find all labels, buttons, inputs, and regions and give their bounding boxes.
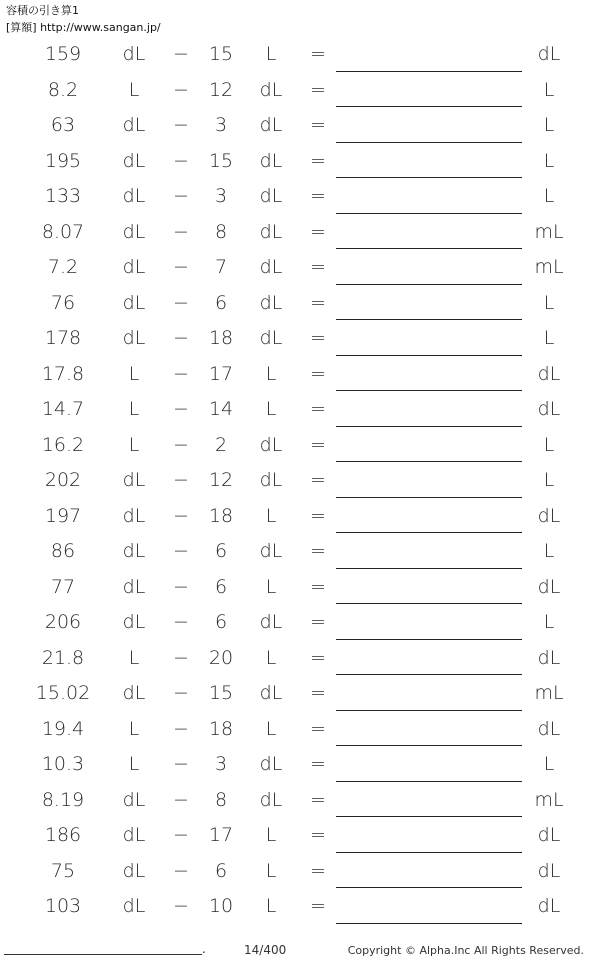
- unit-b: L: [265, 362, 277, 385]
- answer-blank[interactable]: [336, 390, 522, 391]
- operand-b: 2: [214, 433, 228, 456]
- problem-row: [0, 641, 600, 677]
- operand-a: 197: [44, 504, 82, 527]
- problem-row: [0, 783, 600, 819]
- unit-a: dL: [122, 895, 146, 917]
- unit-b: dL: [259, 433, 283, 456]
- answer-blank[interactable]: [336, 319, 522, 320]
- answer-unit: L: [543, 327, 555, 349]
- answer-blank[interactable]: [336, 781, 522, 782]
- equals-sign: =: [310, 469, 326, 491]
- problem-row: [0, 179, 600, 215]
- answer-unit: L: [543, 611, 555, 633]
- minus-sign: −: [173, 291, 189, 314]
- answer-unit: L: [543, 433, 555, 456]
- unit-b: dL: [259, 220, 283, 243]
- equals-sign: =: [310, 646, 326, 669]
- answer-unit: dL: [537, 859, 561, 882]
- operand-a: 16.2: [41, 433, 85, 456]
- equals-sign: =: [310, 788, 326, 811]
- answer-unit: dL: [537, 504, 561, 527]
- minus-sign: −: [173, 327, 189, 349]
- unit-b: L: [265, 504, 277, 527]
- answer-blank[interactable]: [336, 497, 522, 498]
- unit-a: dL: [122, 469, 146, 491]
- operand-b: 15: [208, 43, 234, 65]
- minus-sign: −: [173, 504, 189, 527]
- operand-b: 18: [208, 717, 234, 740]
- operand-b: 10: [208, 895, 234, 917]
- equals-sign: =: [310, 575, 326, 598]
- unit-b: dL: [259, 611, 283, 633]
- operand-a: 8.07: [41, 220, 85, 243]
- minus-sign: −: [173, 114, 189, 136]
- minus-sign: −: [173, 895, 189, 917]
- unit-a: dL: [122, 220, 146, 243]
- answer-unit: mL: [534, 788, 564, 811]
- answer-blank[interactable]: [336, 745, 522, 746]
- equals-sign: =: [310, 362, 326, 385]
- operand-b: 3: [214, 753, 228, 775]
- equals-sign: =: [310, 78, 326, 101]
- unit-b: dL: [259, 149, 283, 172]
- answer-unit: L: [543, 114, 555, 136]
- unit-a: L: [128, 717, 140, 740]
- equals-sign: =: [310, 185, 326, 207]
- problem-row: [0, 321, 600, 357]
- answer-unit: L: [543, 469, 555, 491]
- answer-unit: L: [543, 185, 555, 207]
- answer-blank[interactable]: [336, 887, 522, 888]
- operand-a: 178: [44, 327, 82, 349]
- problem-row: [0, 854, 600, 890]
- equals-sign: =: [310, 717, 326, 740]
- equals-sign: =: [310, 398, 326, 420]
- unit-a: L: [128, 398, 140, 420]
- unit-a: dL: [122, 256, 146, 278]
- answer-blank[interactable]: [336, 852, 522, 853]
- problem-row: [0, 144, 600, 180]
- answer-unit: mL: [534, 682, 564, 704]
- operand-b: 17: [208, 362, 234, 385]
- unit-b: L: [265, 895, 277, 917]
- worksheet-title: 容積の引き算1: [6, 4, 79, 17]
- site-link[interactable]: [算額] http://www.sangan.jp/: [6, 21, 161, 34]
- answer-unit: dL: [537, 575, 561, 598]
- equals-sign: =: [310, 433, 326, 456]
- name-line: [4, 954, 202, 955]
- answer-blank[interactable]: [336, 639, 522, 640]
- answer-unit: L: [543, 753, 555, 775]
- equals-sign: =: [310, 291, 326, 314]
- answer-blank[interactable]: [336, 355, 522, 356]
- minus-sign: −: [173, 824, 189, 846]
- minus-sign: −: [173, 682, 189, 704]
- answer-unit: dL: [537, 398, 561, 420]
- equals-sign: =: [310, 43, 326, 65]
- minus-sign: −: [173, 220, 189, 243]
- answer-blank[interactable]: [336, 816, 522, 817]
- operand-a: 133: [44, 185, 82, 207]
- operand-b: 6: [214, 859, 228, 882]
- unit-a: L: [128, 646, 140, 669]
- unit-b: dL: [259, 682, 283, 704]
- unit-a: dL: [122, 611, 146, 633]
- operand-b: 12: [208, 469, 234, 491]
- minus-sign: −: [173, 717, 189, 740]
- equals-sign: =: [310, 753, 326, 775]
- minus-sign: −: [173, 540, 189, 562]
- operand-a: 17.8: [41, 362, 85, 385]
- operand-a: 15.02: [35, 682, 91, 704]
- operand-a: 103: [44, 895, 82, 917]
- operand-b: 8: [214, 220, 228, 243]
- answer-blank[interactable]: [336, 426, 522, 427]
- unit-a: dL: [122, 682, 146, 704]
- operand-a: 7.2: [47, 256, 79, 278]
- answer-unit: dL: [537, 43, 561, 65]
- operand-a: 86: [50, 540, 76, 562]
- problem-row: [0, 463, 600, 499]
- operand-b: 6: [214, 611, 228, 633]
- answer-blank[interactable]: [336, 710, 522, 711]
- problem-row: [0, 215, 600, 251]
- equals-sign: =: [310, 220, 326, 243]
- unit-b: L: [265, 43, 277, 65]
- unit-a: dL: [122, 824, 146, 846]
- operand-a: 10.3: [41, 753, 85, 775]
- minus-sign: −: [173, 788, 189, 811]
- minus-sign: −: [173, 78, 189, 101]
- unit-b: L: [265, 646, 277, 669]
- operand-a: 14.7: [41, 398, 85, 420]
- equals-sign: =: [310, 895, 326, 917]
- answer-blank[interactable]: [336, 177, 522, 178]
- footer-dot: .: [202, 942, 206, 956]
- unit-a: dL: [122, 575, 146, 598]
- operand-a: 186: [44, 824, 82, 846]
- answer-blank[interactable]: [336, 923, 522, 924]
- minus-sign: −: [173, 149, 189, 172]
- unit-a: L: [128, 753, 140, 775]
- unit-b: L: [265, 398, 277, 420]
- problem-row: [0, 747, 600, 783]
- unit-b: dL: [259, 291, 283, 314]
- operand-a: 76: [50, 291, 76, 314]
- equals-sign: =: [310, 824, 326, 846]
- unit-a: L: [128, 78, 140, 101]
- problem-row: [0, 73, 600, 109]
- unit-b: L: [265, 859, 277, 882]
- operand-b: 17: [208, 824, 234, 846]
- operand-a: 206: [44, 611, 82, 633]
- unit-b: dL: [259, 327, 283, 349]
- problem-row: [0, 499, 600, 535]
- answer-unit: dL: [537, 646, 561, 669]
- operand-b: 18: [208, 327, 234, 349]
- footer: [0, 938, 600, 962]
- answer-unit: L: [543, 149, 555, 172]
- problem-row: [0, 534, 600, 570]
- problem-row: [0, 605, 600, 641]
- operand-b: 6: [214, 540, 228, 562]
- problem-list: [0, 37, 600, 925]
- unit-b: dL: [259, 78, 283, 101]
- problem-row: [0, 250, 600, 286]
- minus-sign: −: [173, 43, 189, 65]
- unit-b: L: [265, 717, 277, 740]
- unit-b: L: [265, 575, 277, 598]
- answer-unit: dL: [537, 362, 561, 385]
- answer-blank[interactable]: [336, 106, 522, 107]
- operand-a: 8.19: [41, 788, 85, 811]
- answer-unit: L: [543, 291, 555, 314]
- operand-b: 15: [208, 149, 234, 172]
- unit-a: dL: [122, 788, 146, 811]
- minus-sign: −: [173, 433, 189, 456]
- answer-blank[interactable]: [336, 603, 522, 604]
- answer-blank[interactable]: [336, 461, 522, 462]
- problem-row: [0, 428, 600, 464]
- operand-b: 8: [214, 788, 228, 811]
- problem-row: [0, 392, 600, 428]
- problem-row: [0, 889, 600, 925]
- unit-b: dL: [259, 114, 283, 136]
- answer-unit: mL: [534, 256, 564, 278]
- operand-b: 6: [214, 291, 228, 314]
- unit-a: dL: [122, 185, 146, 207]
- operand-a: 21.8: [41, 646, 85, 669]
- equals-sign: =: [310, 114, 326, 136]
- operand-b: 3: [214, 185, 228, 207]
- problem-row: [0, 712, 600, 748]
- problem-row: [0, 37, 600, 73]
- operand-a: 19.4: [41, 717, 85, 740]
- unit-a: dL: [122, 149, 146, 172]
- minus-sign: −: [173, 646, 189, 669]
- equals-sign: =: [310, 504, 326, 527]
- problem-row: [0, 818, 600, 854]
- page-number: 14/400: [244, 943, 287, 957]
- answer-unit: mL: [534, 220, 564, 243]
- answer-blank[interactable]: [336, 532, 522, 533]
- operand-b: 7: [214, 256, 228, 278]
- operand-b: 15: [208, 682, 234, 704]
- unit-b: dL: [259, 788, 283, 811]
- unit-b: dL: [259, 256, 283, 278]
- equals-sign: =: [310, 611, 326, 633]
- equals-sign: =: [310, 327, 326, 349]
- answer-unit: L: [543, 540, 555, 562]
- answer-blank[interactable]: [336, 213, 522, 214]
- minus-sign: −: [173, 859, 189, 882]
- equals-sign: =: [310, 859, 326, 882]
- problem-row: [0, 676, 600, 712]
- problem-row: [0, 570, 600, 606]
- problem-row: [0, 286, 600, 322]
- unit-a: dL: [122, 504, 146, 527]
- unit-a: dL: [122, 291, 146, 314]
- operand-a: 8.2: [47, 78, 79, 101]
- operand-a: 195: [44, 149, 82, 172]
- operand-b: 12: [208, 78, 234, 101]
- operand-b: 3: [214, 114, 228, 136]
- equals-sign: =: [310, 149, 326, 172]
- minus-sign: −: [173, 256, 189, 278]
- unit-b: dL: [259, 185, 283, 207]
- unit-a: dL: [122, 540, 146, 562]
- unit-b: dL: [259, 469, 283, 491]
- answer-unit: dL: [537, 717, 561, 740]
- minus-sign: −: [173, 753, 189, 775]
- answer-blank[interactable]: [336, 71, 522, 72]
- unit-a: dL: [122, 327, 146, 349]
- minus-sign: −: [173, 185, 189, 207]
- operand-b: 20: [208, 646, 234, 669]
- problem-row: [0, 108, 600, 144]
- answer-blank[interactable]: [336, 142, 522, 143]
- operand-a: 63: [50, 114, 76, 136]
- answer-unit: dL: [537, 895, 561, 917]
- minus-sign: −: [173, 611, 189, 633]
- operand-b: 14: [208, 398, 234, 420]
- minus-sign: −: [173, 469, 189, 491]
- minus-sign: −: [173, 575, 189, 598]
- copyright: Copyright © Alpha.Inc All Rights Reserved.: [347, 944, 584, 957]
- equals-sign: =: [310, 256, 326, 278]
- operand-a: 159: [44, 43, 82, 65]
- answer-blank[interactable]: [336, 284, 522, 285]
- answer-blank[interactable]: [336, 248, 522, 249]
- operand-b: 6: [214, 575, 228, 598]
- minus-sign: −: [173, 398, 189, 420]
- answer-unit: dL: [537, 824, 561, 846]
- unit-b: dL: [259, 753, 283, 775]
- unit-a: dL: [122, 114, 146, 136]
- answer-unit: L: [543, 78, 555, 101]
- minus-sign: −: [173, 362, 189, 385]
- problem-row: [0, 357, 600, 393]
- equals-sign: =: [310, 682, 326, 704]
- operand-a: 77: [50, 575, 76, 598]
- unit-b: L: [265, 824, 277, 846]
- operand-b: 18: [208, 504, 234, 527]
- unit-a: dL: [122, 43, 146, 65]
- operand-a: 75: [50, 859, 76, 882]
- answer-blank[interactable]: [336, 568, 522, 569]
- answer-blank[interactable]: [336, 674, 522, 675]
- equals-sign: =: [310, 540, 326, 562]
- unit-a: L: [128, 433, 140, 456]
- unit-a: dL: [122, 859, 146, 882]
- unit-b: dL: [259, 540, 283, 562]
- unit-a: L: [128, 362, 140, 385]
- operand-a: 202: [44, 469, 82, 491]
